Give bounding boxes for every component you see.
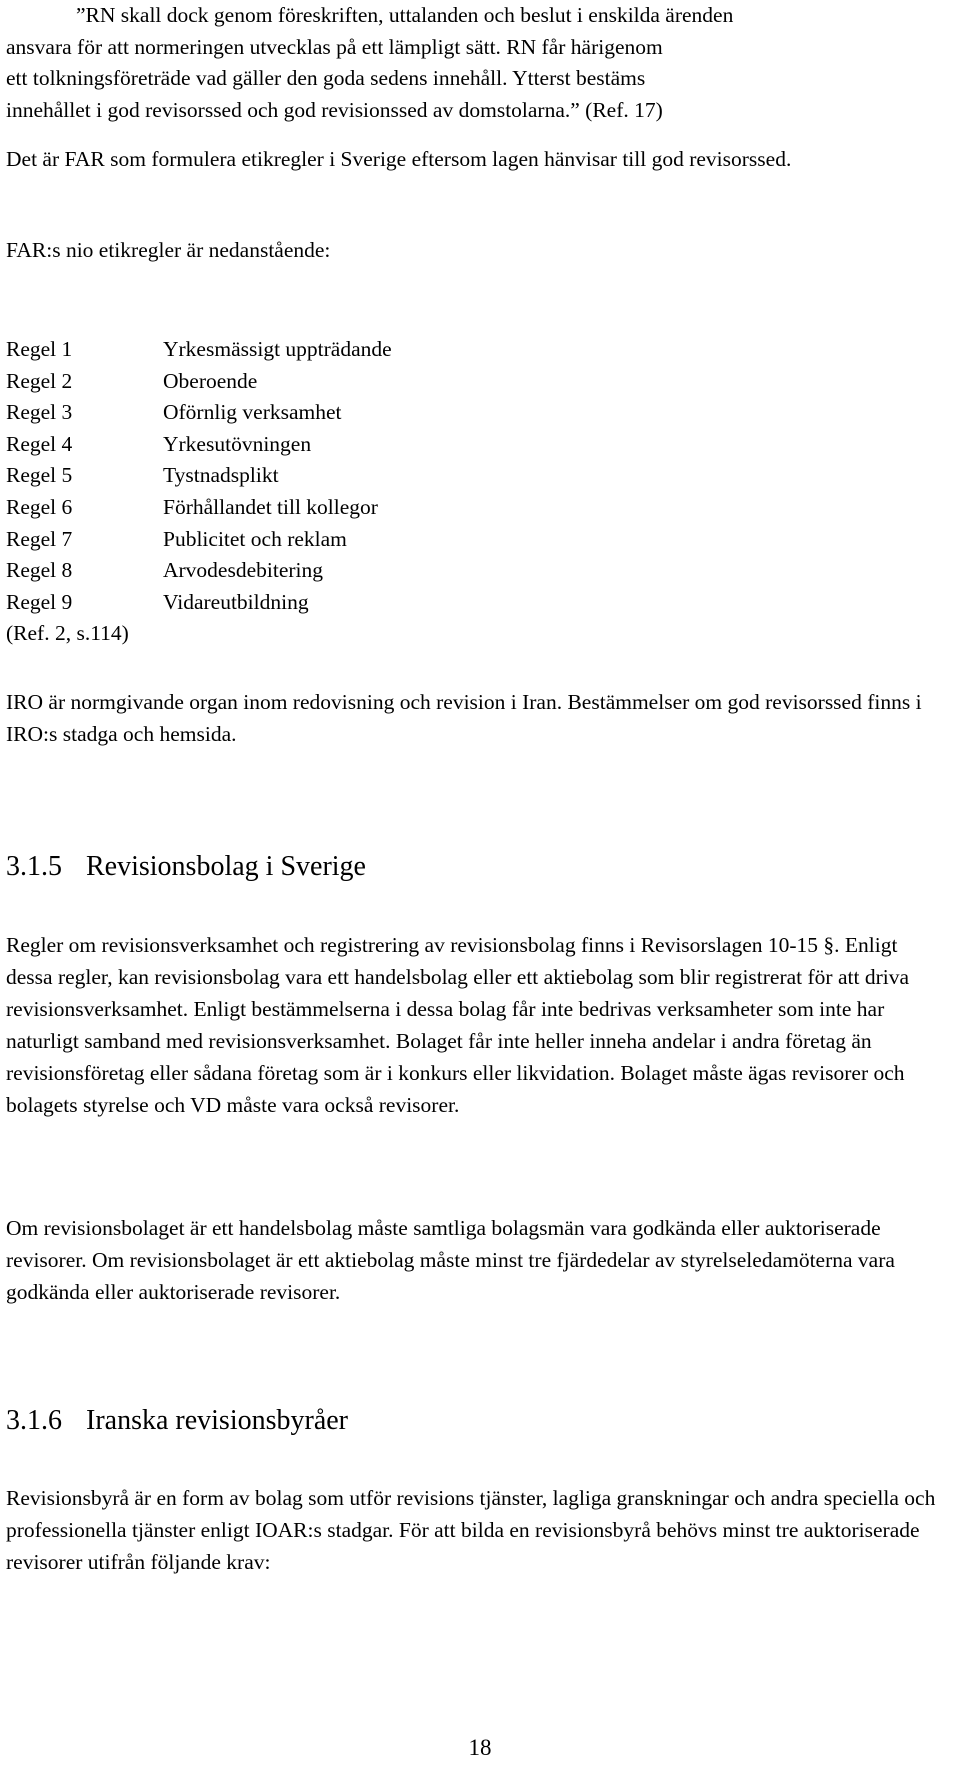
paragraph-revisionsbyra: Revisionsbyrå är en form av bolag som utför revisions tjänster, lagliga granskningar och andra speciella och professionella tjänster enligt IOAR:s stadgar. För att bilda en revisionsbyrå behövs minst tre auktoriserade revisorer utifrån följande krav: — [6, 1486, 936, 1574]
rule-row — [6, 524, 606, 556]
rules-intro: FAR:s nio etikregler är nedanstående: — [6, 238, 331, 262]
reference-text: (Ref. 2, s.114) — [6, 621, 129, 646]
rule-row — [6, 429, 606, 461]
section-number: 3.1.6 — [6, 1405, 62, 1436]
section-number: 3.1.5 — [6, 851, 62, 882]
rules-list — [6, 334, 606, 650]
rule-row — [6, 366, 606, 398]
paragraph-iro: IRO är normgivande organ inom redovisning och revision i Iran. Bestämmelser om god revisorssed finns i IRO:s stadga och hemsida. — [6, 690, 922, 746]
paragraph-revisionsbolag-regler: Regler om revisionsverksamhet och registrering av revisionsbolag finns i Revisorslagen 10-15 §. Enligt dessa regler, kan revisionsbolag vara ett handelsbolag eller ett aktiebolag som blir registrerat för att driva revisionsverksamhet. Enligt bestämmelserna i dessa bolag får inte bedrivas verksamheter som inte har naturligt samband med revisionsverksamhet. Bolaget får inte heller inneha andelar i andra företag än revisionsföretag eller sådana företag som är i konkurs eller likvidation. Bolaget måste ägas revisorer och bolagets styrelse och VD måste vara också revisorer. — [6, 933, 910, 1117]
quote-line-1: ”RN skall dock genom föreskriften, uttalanden och beslut i enskilda ärenden — [76, 3, 734, 27]
rule-number: Regel 4 — [6, 431, 73, 456]
section-heading-3-1-5 — [6, 849, 366, 885]
rule-name: Arvodesdebitering — [163, 558, 324, 583]
rule-number: Regel 8 — [6, 558, 73, 583]
rule-name: Oförnlig verksamhet — [163, 400, 342, 425]
quote-paragraph — [6, 0, 942, 126]
rule-row — [6, 397, 606, 429]
rule-row — [6, 334, 606, 366]
rule-name: Oberoende — [163, 368, 258, 393]
paragraph-far-etikregler: Det är FAR som formulera etikregler i Sverige eftersom lagen hänvisar till god revisorssed. — [6, 147, 792, 171]
rule-number: Regel 2 — [6, 368, 73, 393]
rule-number: Regel 1 — [6, 337, 73, 361]
section-heading-3-1-6 — [6, 1403, 348, 1439]
rule-number: Regel 3 — [6, 400, 73, 425]
rule-row — [6, 587, 606, 619]
rule-number: Regel 9 — [6, 589, 73, 614]
rule-name: Vidareutbildning — [163, 589, 309, 614]
rule-number: Regel 7 — [6, 526, 73, 551]
rule-name: Publicitet och reklam — [163, 526, 347, 551]
quote-line-3: ett tolkningsföreträde vad gäller den goda sedens innehåll. Ytterst bestäms — [6, 66, 646, 90]
paragraph-handelsbolag: Om revisionsbolaget är ett handelsbolag måste samtliga bolagsmän vara godkända eller auktoriserade revisorer. Om revisionsbolaget är ett aktiebolag måste minst tre fjärdedelar av styrelseledamöterna vara godkända eller auktoriserade revisorer. — [6, 1216, 895, 1304]
quote-line-4: innehållet i god revisorssed och god revisionssed av domstolarna.” (Ref. 17) — [6, 97, 663, 122]
rule-name: Yrkesutövningen — [163, 431, 312, 456]
rule-number: Regel 6 — [6, 494, 73, 519]
rule-name: Förhållandet till kollegor — [163, 494, 378, 519]
section-title: Iranska revisionsbyråer — [86, 1405, 349, 1436]
section-title: Revisionsbolag i Sverige — [86, 851, 366, 882]
rules-reference — [6, 618, 606, 650]
rule-name: Tystnadsplikt — [163, 463, 279, 488]
rule-row — [6, 460, 606, 492]
rule-row — [6, 492, 606, 524]
rule-number: Regel 5 — [6, 463, 73, 488]
rule-row — [6, 555, 606, 587]
quote-line-2: ansvara för att normeringen utvecklas på ett lämpligt sätt. RN får härigenom — [6, 34, 663, 59]
rule-name: Yrkesmässigt uppträdande — [163, 337, 392, 361]
page-number: 18 — [468, 1735, 492, 1760]
